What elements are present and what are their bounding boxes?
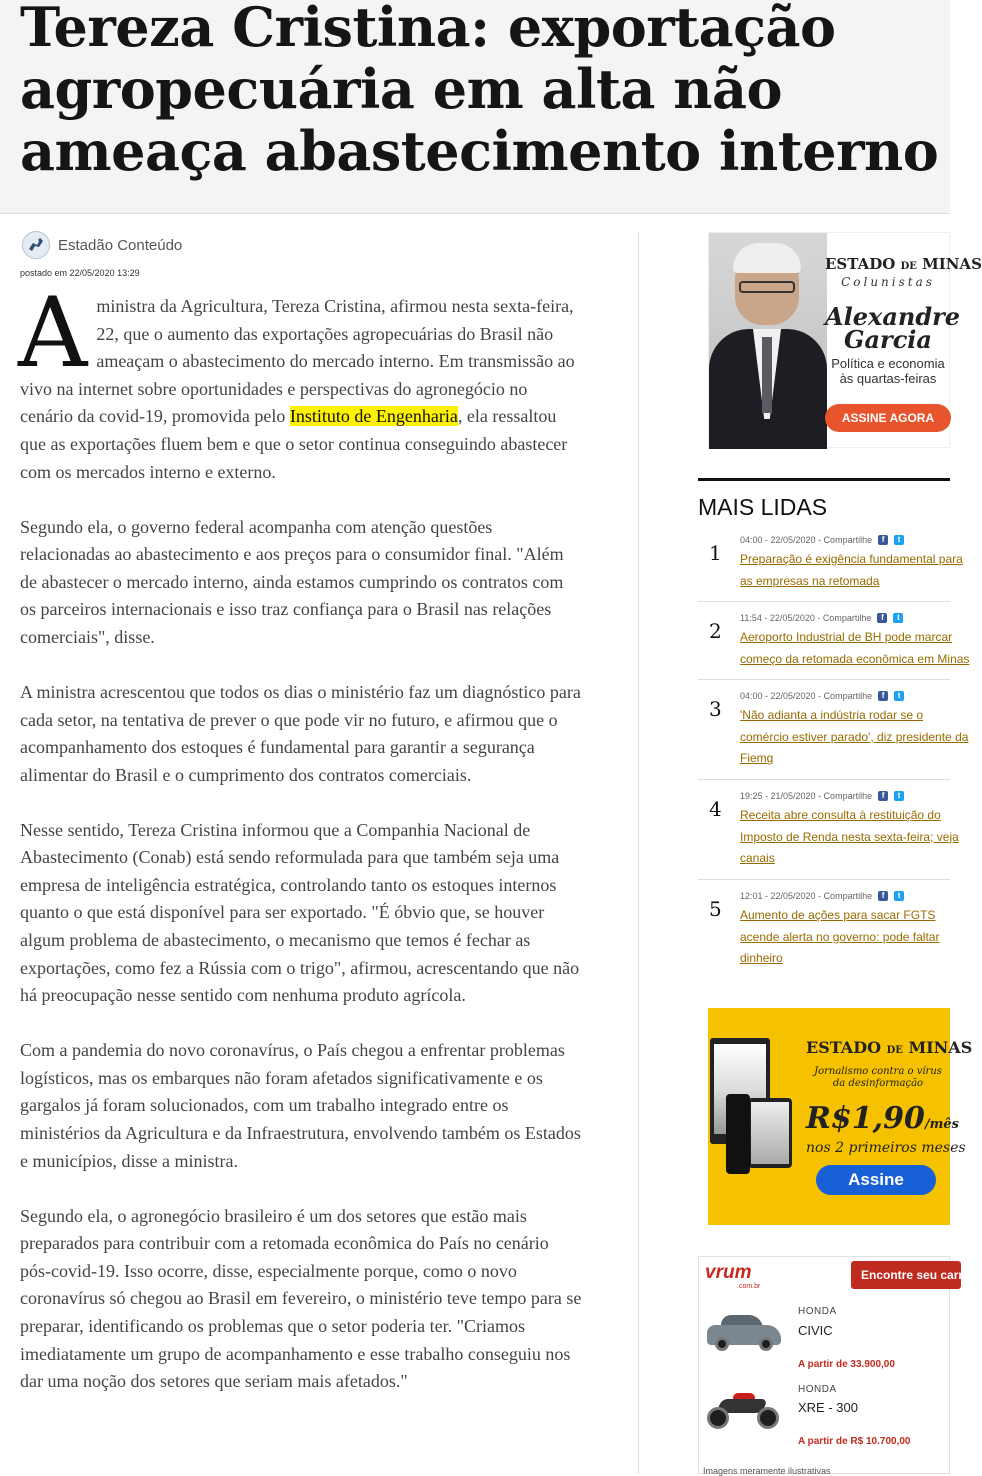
article-title: Tereza Cristina: exportação agropecuária em alta não ameaça abastecimento interno — [20, 0, 939, 183]
posted-date: postado em 22/05/2020 13:29 — [20, 268, 140, 278]
byline — [22, 231, 182, 259]
item-meta: 04:00 - 22/05/2020 - Compartilhe f t — [740, 690, 904, 702]
most-read-link[interactable]: Preparação é exigência fundamental para as empresas na retomada — [740, 552, 963, 588]
headline-bar — [0, 0, 950, 214]
columnist-desc: Política e economia às quartas-feiras — [831, 356, 945, 386]
article-paragraph: Com a pandemia do novo coronavírus, o País chegou a enfrentar problemas logísticos, mas os embarques não foram afetados significativamente e os gargalos já foram solucionados, com um trabalho integrado entre os ministérios da Agricultura e da Infraestrutura, envolvendo também os Estados e municípios, disse a ministra. — [20, 1040, 581, 1171]
article-body — [18, 277, 583, 1423]
most-read-link[interactable]: Aeroporto Industrial de BH pode marcar começo da retomada econômica em Minas — [740, 630, 970, 666]
ad-months: nos 2 primeiros meses — [806, 1140, 966, 1156]
source-logo-icon — [22, 231, 50, 259]
car-price: A partir de 33.900,00 — [798, 1359, 895, 1370]
assine-button[interactable]: Assine — [816, 1165, 936, 1195]
car-image[interactable] — [703, 1303, 785, 1357]
car-make: HONDA — [798, 1384, 837, 1395]
ad-brand: ESTADO DE MINAS — [806, 1038, 973, 1057]
section-rule — [698, 478, 950, 481]
columnist-ad[interactable] — [708, 232, 982, 448]
most-read-item[interactable] — [698, 534, 963, 602]
paragraph-text: , ela ressaltou que as exportações fluem bem e que o setor continua conseguindo abastecer com os mercados interno e externo. — [20, 406, 568, 482]
instituto-link[interactable]: Instituto de Engenharia — [289, 406, 458, 427]
tie-shape — [762, 337, 772, 413]
column-divider — [638, 232, 639, 1474]
glasses-shape — [739, 281, 795, 293]
facebook-icon[interactable]: f — [877, 613, 887, 623]
article-paragraph — [18, 277, 583, 486]
columnist-name: Alexandre Garcia — [825, 302, 961, 354]
item-meta: 04:00 - 22/05/2020 - Compartilhe f t — [740, 534, 904, 546]
car-model[interactable]: XRE - 300 — [798, 1400, 858, 1415]
facebook-icon[interactable]: f — [878, 791, 888, 801]
drop-cap: A — [18, 277, 88, 389]
devices-image — [708, 1028, 804, 1208]
motorcycle-image[interactable] — [703, 1381, 785, 1435]
article-paragraph: Nesse sentido, Tereza Cristina informou que a Companhia Nacional de Abastecimento (Conab) está sendo reformulada para que também seja uma empresa de inteligência estratégica, controlando tanto os estoques internos quanto o que está disponível para ser exportado. "É óbvio que, se houver algum problema de abastecimento, o mecanismo que temos é fechar as exportações, como fez a Rússia com o trigo", afirmou, acrescentando que não há preocupação nesse sentido com nenhuma produto agrícola. — [20, 819, 580, 1006]
item-meta: 11:54 - 22/05/2020 - Compartilhe f t — [740, 612, 903, 624]
ad-price: R$1,90/mês — [806, 1101, 959, 1136]
twitter-icon[interactable]: t — [893, 613, 903, 623]
twitter-icon[interactable]: t — [894, 891, 904, 901]
rank-number: 2 — [709, 619, 722, 643]
rank-number: 1 — [709, 541, 722, 565]
most-read-link[interactable]: 'Não adianta a indústria rodar se o comércio estiver parado', diz presidente da Fiemg — [740, 708, 969, 766]
most-read-item[interactable] — [698, 890, 950, 974]
columnist-photo — [709, 233, 827, 449]
most-read-item[interactable] — [698, 612, 970, 680]
mais-lidas-title: MAIS LIDAS — [698, 494, 828, 520]
twitter-icon[interactable]: t — [894, 535, 904, 545]
article-paragraph: A ministra acrescentou que todos os dias o ministério faz um diagnóstico para cada setor, na tentativa de prever o que pode vir no futuro, e afirmou que o acompanhamento dos estoques é fundamental para garantir a segurança alimentar do Brasil e o cumprimento dos contratos comerciais. — [20, 681, 581, 785]
item-meta: 19:25 - 21/05/2020 - Compartilhe f t — [740, 790, 904, 802]
hair-shape — [733, 243, 801, 273]
most-read-item[interactable] — [698, 790, 959, 880]
rank-number: 4 — [709, 797, 722, 821]
ad-tagline: Jornalismo contra o vírus da desinformação — [814, 1066, 942, 1089]
car-make: HONDA — [798, 1306, 837, 1317]
vrum-logo-sub: .com.br — [737, 1283, 761, 1290]
twitter-icon[interactable]: t — [894, 691, 904, 701]
rank-number: 5 — [709, 897, 722, 921]
article-paragraph: Segundo ela, o agronegócio brasileiro é um dos setores que estão mais preparados para contribuir com a retomada econômica do País no cenário pós-covid-19. Isso ocorre, disse, especialmente porque, como o novo coronavírus só chegou ao Brasil em fevereiro, o ministério teve tempo para se preparar, identificando os problemas que o setor poderia ter. "Criamos imediatamente um grupo de acompanhamento e esse trabalho conseguiu nos dar uma noção dos setores que seriam mais afetados." — [20, 1205, 582, 1392]
ad-brand: ESTADO DE MINAS — [825, 255, 982, 273]
assine-agora-button[interactable]: ASSINE AGORA — [825, 404, 951, 432]
vrum-logo[interactable]: vrum — [705, 1262, 752, 1283]
paragraph-text: ministra da Agricultura, Tereza Cristina, afirmou nesta sexta-feira, 22, que o aumento das exportações agropecuárias do Brasil não ameaçam o abastecimento do mercado interno. Em transmissão ao vivo na internet sobre oportunidades e perspectivas do agronegócio no cenário da covid-19, promovida pelo — [20, 296, 575, 427]
car-price: A partir de R$ 10.700,00 — [798, 1436, 911, 1447]
source-name[interactable]: Estadão Conteúdo — [58, 236, 183, 254]
vrum-widget — [698, 1256, 971, 1476]
most-read-link[interactable]: Aumento de ações para sacar FGTS acende alerta no governo: pode faltar dinheiro — [740, 908, 940, 966]
car-model[interactable]: CIVIC — [798, 1323, 833, 1338]
rank-number: 3 — [709, 697, 722, 721]
tablet-shape — [748, 1098, 792, 1168]
item-meta: 12:01 - 22/05/2020 - Compartilhe f t — [740, 890, 904, 902]
vrum-note: Imagens meramente ilustrativas — [703, 1466, 831, 1476]
ad-subtitle: Colunistas — [841, 275, 935, 289]
subscription-ad[interactable] — [708, 1008, 973, 1225]
most-read-item[interactable] — [698, 690, 969, 780]
phone-shape — [726, 1094, 750, 1174]
facebook-icon[interactable]: f — [878, 691, 888, 701]
facebook-icon[interactable]: f — [878, 891, 888, 901]
facebook-icon[interactable]: f — [878, 535, 888, 545]
article-paragraph: Segundo ela, o governo federal acompanha com atenção questões relacionadas ao abastecimento e aos preços para o consumidor final. "Além de abastecer o mercado interno, ainda estamos cumprindo os contratos com os parceiros internacionais e isso traz confiança para o Brasil nas relações comerciais", disse. — [20, 516, 564, 647]
twitter-icon[interactable]: t — [894, 791, 904, 801]
encontre-carro-button[interactable]: Encontre seu carro — [851, 1261, 961, 1289]
most-read-link[interactable]: Receita abre consulta à restituição do Imposto de Renda nesta sexta-feira; veja canais — [740, 808, 959, 866]
